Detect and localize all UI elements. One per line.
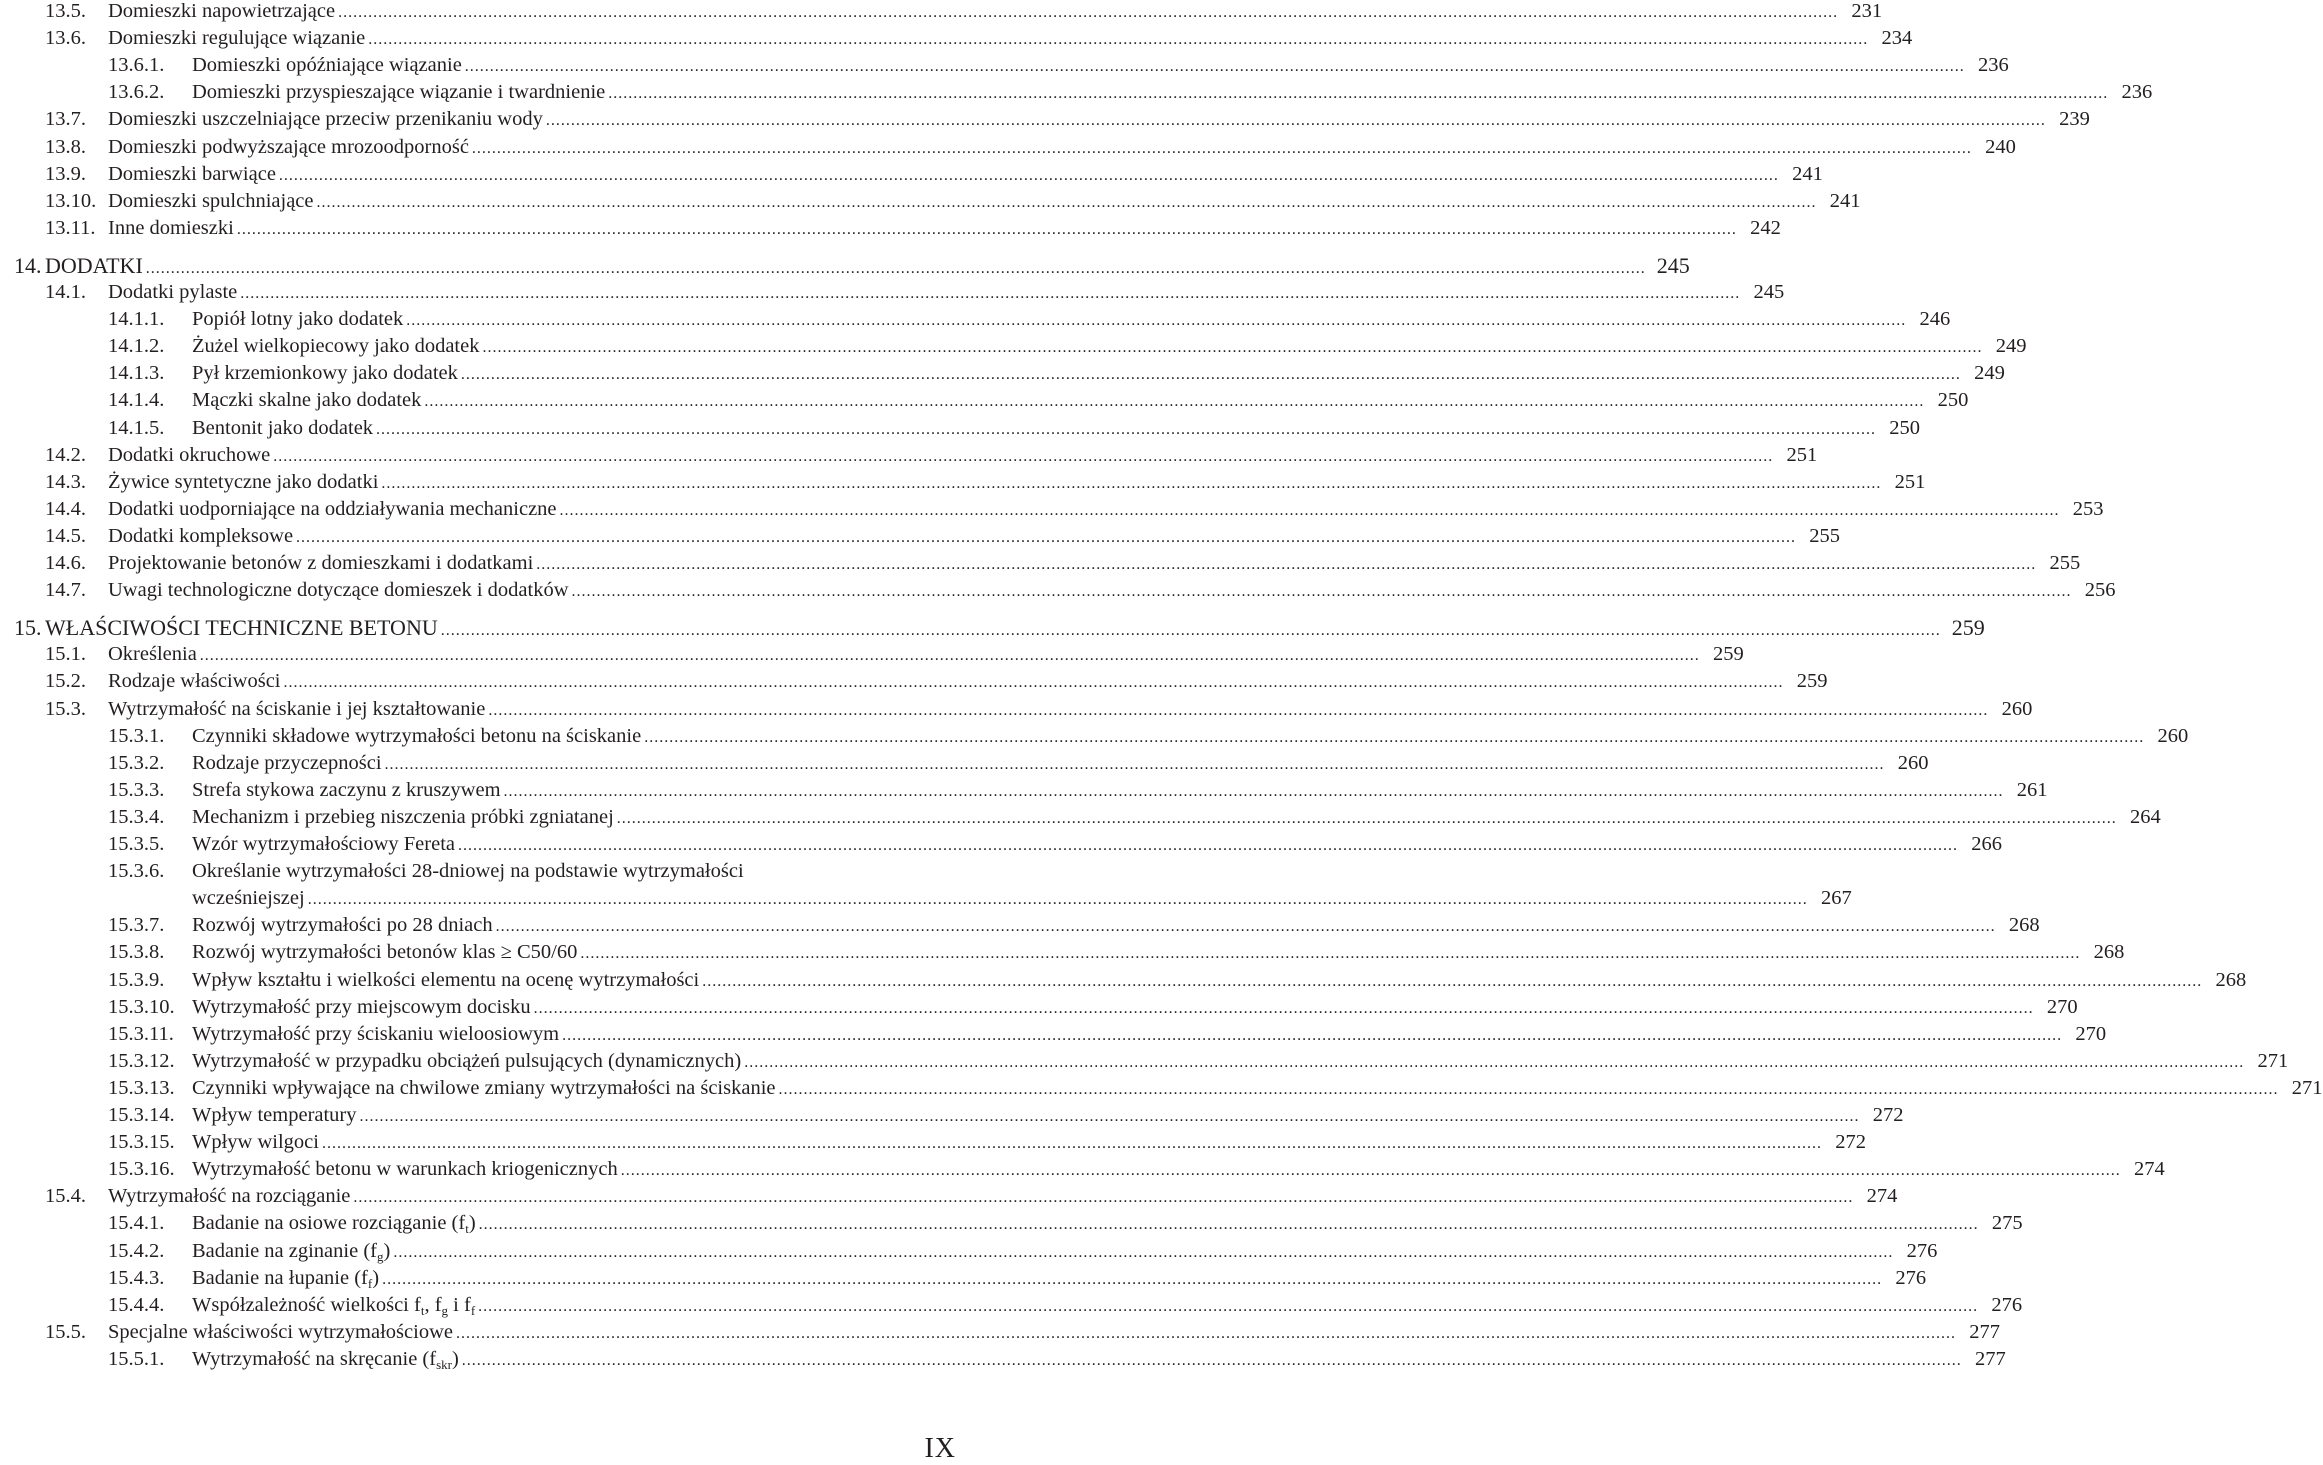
toc-entry-page: 236 (2121, 81, 2153, 104)
toc-entry-title: Wytrzymałość na skręcanie $(f_{skr})$ (192, 1347, 459, 1372)
toc-entry-number: 15.3.13. (108, 1076, 175, 1099)
toc-entry-number: 14.1.4. (108, 389, 165, 412)
dot-leader: ............................................................................................................................................................................................................................................................................................................ (240, 285, 1741, 302)
toc-entry-number: 15.4.4. (108, 1293, 165, 1316)
toc-entry-page: 276 (1906, 1239, 1938, 1262)
dot-leader: ............................................................................................................................................................................................................................................................................................................ (338, 4, 1839, 21)
toc-entry-page: 231 (1851, 0, 1883, 22)
toc-entry-title: Badanie na osiowe rozciąganie $(f_t)$ (192, 1212, 476, 1237)
toc-entry-page: 246 (1919, 308, 1951, 331)
toc-entry-page: 274 (1866, 1185, 1898, 1208)
toc-entry-number: 15.3.1. (108, 724, 165, 747)
toc-entry-number: 15.4.1. (108, 1212, 165, 1235)
toc-entry-title: Mechanizm i przebieg niszczenia próbki zgniatanej (192, 805, 614, 828)
toc-entry (0, 1075, 2323, 1102)
toc-entry-title: Żywice syntetyczne jako dodatki (108, 470, 379, 493)
toc-entry-title: Bentonit jako dodatek (192, 416, 374, 439)
toc-entry-title: Dodatki pylaste (108, 281, 238, 303)
dot-leader: ............................................................................................................................................................................................................................................................................................................ (495, 918, 1996, 936)
toc-entry (0, 912, 2040, 939)
toc-entry-page: 275 (1991, 1212, 2023, 1235)
toc-entry (0, 333, 2027, 360)
toc-entry-title: Pył krzemionkowy jako dodatek (192, 362, 458, 385)
dot-leader: ............................................................................................................................................................................................................................................................................................................ (368, 31, 1869, 49)
toc-entry-page: 245 (1753, 281, 1785, 303)
toc-entry-number: 15.1. (45, 643, 86, 666)
toc-entry-page: 245 (1656, 252, 1690, 278)
dot-leader: ............................................................................................................................................................................................................................................................................................................ (461, 1351, 1962, 1369)
toc-entry (0, 1210, 2023, 1237)
dot-leader: ............................................................................................................................................................................................................................................................................................................ (393, 1243, 1894, 1261)
toc-entry (0, 279, 1785, 306)
toc-entry-title: Specjalne właściwości wytrzymałościowe (108, 1320, 453, 1343)
toc-entry (0, 1238, 1938, 1265)
dot-leader: ............................................................................................................................................................................................................................................................................................................ (503, 782, 2004, 800)
toc-entry (0, 106, 2090, 133)
toc-entry-title: Domieszki barwiące (108, 162, 276, 185)
toc-entry-number: 13.6.1. (108, 54, 165, 77)
toc-entry (0, 0, 1883, 25)
toc-entry-title: Wpływ temperatury (192, 1104, 357, 1126)
toc-entry-title: Żużel wielkopiecowy jako dodatek (192, 335, 480, 358)
dot-leader: ............................................................................................................................................................................................................................................................................................................ (559, 501, 2060, 519)
toc-entry (0, 134, 2016, 161)
toc-entry-number: 15.3.11. (108, 1022, 174, 1045)
toc-entry-page: 250 (1889, 416, 1921, 439)
page-number: IX (924, 1433, 956, 1464)
dot-leader: ............................................................................................................................................................................................................................................................................................................ (620, 1162, 2121, 1180)
toc-entry (0, 1319, 2000, 1346)
toc-entry-page: 241 (1829, 189, 1861, 212)
toc-entry-number: 15.3.12. (108, 1049, 175, 1072)
toc-entry-page: 251 (1894, 470, 1926, 493)
dot-leader: ............................................................................................................................................................................................................................................................................................................ (283, 674, 1784, 692)
toc-entry-page: 234 (1881, 27, 1913, 50)
dot-leader: ............................................................................................................................................................................................................................................................................................................ (545, 112, 2046, 130)
toc-entry (0, 804, 2161, 831)
toc-entry-title: Strefa stykowa zaczynu z kruszywem (192, 778, 501, 801)
toc-entry (0, 777, 2048, 804)
toc-entry-page: 272 (1872, 1104, 1904, 1126)
toc-entry-page: 236 (1978, 54, 2009, 77)
toc-entry-number: 15.3.3. (108, 778, 165, 801)
toc-entry-page: 241 (1792, 162, 1823, 185)
toc-entry-title: Wzór wytrzymałościowy Fereta (192, 833, 455, 855)
toc-entry-page: 261 (2016, 778, 2048, 801)
toc-entry-title: Inne domieszki (108, 216, 234, 239)
toc-entry (0, 1292, 2023, 1319)
toc-entry-page: 255 (2049, 552, 2081, 574)
toc-entry (0, 550, 2081, 577)
dot-leader: ............................................................................................................................................................................................................................................................................................................ (580, 945, 2081, 963)
toc-entry-number: 14.3. (45, 470, 86, 493)
toc-entry-page: 268 (2093, 941, 2125, 964)
toc-entry-page: 249 (1995, 335, 2027, 358)
toc-entry-title: WŁAŚCIWOŚCI TECHNICZNE BETONU (45, 615, 438, 641)
toc-entry-title: Współzależność wielkości $f_t$, $f_g$ i $f_f$ (192, 1293, 476, 1318)
toc-entry (0, 723, 2189, 750)
toc-entry-number: 14.1. (45, 281, 86, 303)
toc-entry-title: Wytrzymałość przy miejscowym docisku (192, 995, 531, 1018)
dot-leader: ............................................................................................................................................................................................................................................................................................................ (458, 837, 1958, 854)
toc-entry-number: 14.1.2. (108, 335, 165, 358)
dot-leader: ............................................................................................................................................................................................................................................................................................................ (533, 999, 2034, 1017)
toc-entry-title: Domieszki regulujące wiązanie (108, 27, 366, 50)
toc-entry (0, 885, 1852, 912)
toc-entry-page: 260 (2157, 724, 2189, 747)
toc-entry-page: 268 (2215, 968, 2247, 991)
toc-entry-number: 15.3.4. (108, 805, 165, 828)
toc-entry (0, 252, 1690, 279)
toc-entry (0, 360, 2005, 387)
toc-entry (0, 1102, 1904, 1129)
toc-entry-number: 15.3. (45, 697, 86, 720)
toc-entry-number: 15.3.15. (108, 1131, 175, 1154)
toc-entry-page: 259 (1951, 615, 1985, 641)
toc-entry-number: 13.8. (45, 135, 86, 158)
toc-entry (0, 1129, 1866, 1156)
dot-leader: ............................................................................................................................................................................................................................................................................................................ (236, 220, 1737, 238)
dot-leader: ............................................................................................................................................................................................................................................................................................................ (702, 972, 2203, 990)
toc-entry-title: Rozwój wytrzymałości po 28 dniach (192, 914, 493, 937)
toc-entry-title: Wytrzymałość na rozciąganie (108, 1185, 351, 1208)
dot-leader: ............................................................................................................................................................................................................................................................................................................ (778, 1080, 2279, 1098)
dot-leader: ............................................................................................................................................................................................................................................................................................................ (273, 447, 1774, 465)
toc-entry-number: 15.4.2. (108, 1239, 165, 1262)
dot-leader: ............................................................................................................................................................................................................................................................................................................ (460, 366, 1961, 384)
toc-entry-number: 15.4. (45, 1185, 86, 1208)
toc-entry-title: Wytrzymałość na ściskanie i jej kształtowanie (108, 697, 486, 720)
toc-entry-page: 277 (1969, 1320, 2000, 1343)
toc-entry-number: 13.9. (45, 162, 86, 185)
toc-entry-page: 253 (2072, 497, 2104, 520)
dot-leader: ............................................................................................................................................................................................................................................................................................................ (296, 528, 1797, 546)
toc-entry-title: Dodatki okruchowe (108, 443, 271, 466)
toc-entry-page: 270 (2075, 1022, 2107, 1045)
toc-entry-title: Popiół lotny jako dodatek (192, 308, 404, 331)
dot-leader: ............................................................................................................................................................................................................................................................................................................ (381, 474, 1882, 492)
toc-entry-number: 15.3.2. (108, 751, 165, 774)
toc-entry-page: 260 (1897, 751, 1929, 774)
toc-entry-title: Badanie na zginanie $(f_g)$ (192, 1239, 391, 1264)
dot-leader: ............................................................................................................................................................................................................................................................................................................ (455, 1324, 1956, 1342)
toc-entry-number: 15.3.8. (108, 941, 165, 964)
toc-entry-number: 15.5.1. (108, 1347, 165, 1370)
toc-entry-number: 14. (14, 252, 42, 278)
toc-entry (0, 1346, 2006, 1373)
toc-entry-number: 13.6. (45, 27, 86, 50)
toc-entry-number: 14.6. (45, 552, 86, 574)
toc-entry-page: 271 (2257, 1049, 2289, 1072)
toc-entry-title: Projektowanie betonów z domieszkami i dodatkami (108, 552, 534, 574)
dot-leader: ............................................................................................................................................................................................................................................................................................................ (644, 728, 2145, 746)
toc-entry (0, 306, 1951, 333)
toc-entry-page: 249 (1974, 362, 2005, 385)
toc-entry-title: Domieszki spulchniające (108, 189, 314, 212)
toc-entry-title: Domieszki napowietrzające (108, 0, 336, 22)
toc-entry-number: 15.3.16. (108, 1158, 175, 1181)
toc-entry-number: 13.10. (45, 189, 97, 212)
toc-entry-title: Domieszki podwyższające mrozoodporność (108, 135, 469, 158)
toc-entry (0, 52, 2009, 79)
toc-entry (0, 1156, 2165, 1183)
toc-entry-number: 15.3.6. (108, 860, 165, 883)
toc-entry-page: 267 (1820, 887, 1852, 910)
toc-entry (0, 939, 2125, 966)
toc-entry (0, 496, 2104, 523)
toc-entry-page: 271 (2291, 1076, 2323, 1099)
toc-entry-title: Wytrzymałość w przypadku obciążeń pulsujących (dynamicznych) (192, 1049, 742, 1072)
toc-entry (0, 79, 2153, 106)
toc-entry (0, 1183, 1898, 1210)
toc-entry-page: 259 (1796, 670, 1828, 693)
dot-leader: ............................................................................................................................................................................................................................................................................................................ (353, 1189, 1854, 1207)
toc-entry-page: 242 (1750, 216, 1781, 239)
toc-entry (0, 614, 1985, 641)
toc-entry-title: wcześniejszej (192, 887, 305, 910)
toc-entry-number: 15.3.9. (108, 968, 165, 991)
toc-entry (0, 215, 1781, 242)
toc-entry-number: 15.3.10. (108, 995, 175, 1018)
toc-entry-title: Czynniki składowe wytrzymałości betonu na ściskanie (192, 724, 642, 747)
toc-entry-page: 277 (1975, 1347, 2006, 1370)
toc-entry (0, 188, 1861, 215)
toc-entry-page: 250 (1937, 389, 1969, 412)
dot-leader: ............................................................................................................................................................................................................................................................................................................ (384, 755, 1885, 773)
toc-entry-title: Wytrzymałość betonu w warunkach kriogenicznych (192, 1158, 618, 1181)
toc-entry (0, 668, 1828, 695)
toc-entry (0, 1021, 2107, 1048)
toc-entry-number: 13.5. (45, 0, 86, 22)
toc-entry-title: Rodzaje właściwości (108, 670, 281, 693)
dot-leader: ............................................................................................................................................................................................................................................................................................................ (382, 1270, 1883, 1288)
toc-entry-number: 14.1.3. (108, 362, 165, 385)
toc-entry (0, 641, 1744, 668)
toc-entry-page: 239 (2059, 108, 2090, 131)
toc-entry-number: 14.7. (45, 579, 86, 602)
dot-leader: ............................................................................................................................................................................................................................................................................................................ (316, 193, 1817, 211)
toc-entry (0, 25, 1913, 52)
toc-entry (0, 1048, 2289, 1075)
dot-leader: ............................................................................................................................................................................................................................................................................................................ (359, 1108, 1860, 1125)
toc-entry-number: 14.4. (45, 497, 86, 520)
dot-leader: ............................................................................................................................................................................................................................................................................................................ (478, 1297, 1979, 1315)
toc-entry-page: 274 (2133, 1158, 2165, 1181)
dot-leader: ............................................................................................................................................................................................................................................................................................................ (199, 647, 1700, 665)
dot-leader: ............................................................................................................................................................................................................................................................................................................ (440, 622, 1941, 640)
dot-leader: ............................................................................................................................................................................................................................................................................................................ (478, 1216, 1979, 1234)
toc-entry-number: 15.3.7. (108, 914, 165, 937)
dot-leader: ............................................................................................................................................................................................................................................................................................................ (145, 259, 1646, 277)
toc-entry (0, 696, 2033, 723)
dot-leader: ............................................................................................................................................................................................................................................................................................................ (744, 1053, 2245, 1071)
toc-entry-title: Czynniki wpływające na chwilowe zmiany wytrzymałości na ściskanie (192, 1076, 776, 1099)
toc-entry (0, 469, 1926, 496)
toc-entry-title: Wpływ kształtu i wielkości elementu na ocenę wytrzymałości (192, 968, 700, 991)
toc-entry-title: Domieszki uszczelniające przeciw przenikaniu wody (108, 108, 543, 131)
toc-entry-number: 14.1.1. (108, 308, 165, 331)
toc-entry-number: 15.5. (45, 1320, 86, 1343)
toc-entry-title: Wpływ wilgoci (192, 1131, 319, 1154)
toc-entry-title: Domieszki opóźniające wiązanie (192, 54, 462, 77)
toc-entry-number: 13.7. (45, 108, 86, 131)
toc-entry-title: Dodatki uodporniające na oddziaływania mechaniczne (108, 497, 557, 520)
toc-entry (0, 161, 1823, 188)
toc-entry (0, 577, 2116, 604)
dot-leader: ............................................................................................................................................................................................................................................................................................................ (488, 701, 1989, 719)
toc-entry (0, 994, 2078, 1021)
toc-entry (0, 1265, 1927, 1292)
dot-leader: ............................................................................................................................................................................................................................................................................................................ (424, 393, 1925, 411)
dot-leader: ............................................................................................................................................................................................................................................................................................................ (536, 556, 2037, 573)
toc-entry-page: 276 (1991, 1293, 2023, 1316)
dot-leader: ............................................................................................................................................................................................................................................................................................................ (406, 312, 1907, 330)
toc-entry-page: 259 (1713, 643, 1744, 666)
toc-entry-page: 255 (1809, 524, 1841, 547)
toc-entry-number: 14.5. (45, 524, 86, 547)
toc-entry-number: 14.2. (45, 443, 86, 466)
toc-entry-page: 270 (2046, 995, 2078, 1018)
dot-leader: ............................................................................................................................................................................................................................................................................................................ (464, 58, 1965, 76)
toc-entry-number: 13.6.2. (108, 81, 165, 104)
dot-leader: ............................................................................................................................................................................................................................................................................................................ (608, 85, 2109, 103)
toc-entry-title: Domieszki przyspieszające wiązanie i twardnienie (192, 81, 606, 104)
dot-leader: ............................................................................................................................................................................................................................................................................................................ (571, 583, 2072, 601)
toc-entry-page: 272 (1835, 1131, 1866, 1154)
toc-entry-title: Mączki skalne jako dodatek (192, 389, 422, 412)
toc-entry-number: 15.3.5. (108, 833, 165, 855)
toc-entry-page: 266 (1971, 833, 2002, 855)
toc-entry-title: Rozwój wytrzymałości betonów klas ≥ C50/60 (192, 941, 578, 964)
toc-entry-number: 15. (14, 615, 42, 641)
toc-entry-title: Wytrzymałość przy ściskaniu wieloosiowym (192, 1022, 560, 1045)
toc-entry (0, 858, 960, 885)
toc-entry-page: 251 (1786, 443, 1818, 466)
dot-leader: ............................................................................................................................................................................................................................................................................................................ (482, 339, 1983, 357)
toc-entry-title: Rodzaje przyczepności (192, 751, 382, 774)
dot-leader: ............................................................................................................................................................................................................................................................................................................ (471, 139, 1972, 157)
dot-leader: ............................................................................................................................................................................................................................................................................................................ (307, 891, 1808, 909)
toc-entry-page: 264 (2130, 805, 2161, 828)
toc-entry-title: Określanie wytrzymałości 28-dniowej na podstawie wytrzymałości (192, 860, 744, 883)
toc-entry (0, 750, 1929, 777)
toc-entry-number: 14.1.5. (108, 416, 165, 439)
toc-entry-title: Badanie na łupanie $(f_f)$ (192, 1266, 380, 1291)
toc-entry-number: 13.11. (45, 216, 96, 239)
toc-entry (0, 967, 2247, 994)
toc-entry-title: Uwagi technologiczne dotyczące domieszek i dodatków (108, 579, 569, 602)
toc-entry (0, 831, 2002, 858)
toc-entry-title: DODATKI (45, 252, 143, 278)
toc-entry-page: 260 (2001, 697, 2033, 720)
toc-entry-number: 15.3.14. (108, 1104, 175, 1126)
dot-leader: ............................................................................................................................................................................................................................................................................................................ (321, 1135, 1822, 1153)
toc-entry-title: Dodatki kompleksowe (108, 524, 294, 547)
toc-entry (0, 415, 1921, 442)
dot-leader: ............................................................................................................................................................................................................................................................................................................ (616, 809, 2117, 827)
toc-entry (0, 442, 1818, 469)
toc-entry-title: Określenia (108, 643, 197, 666)
toc-entry-page: 240 (1985, 135, 2016, 158)
toc-entry-number: 15.4.3. (108, 1266, 165, 1289)
dot-leader: ............................................................................................................................................................................................................................................................................................................ (376, 420, 1877, 438)
dot-leader: ............................................................................................................................................................................................................................................................................................................ (562, 1026, 2063, 1044)
toc-entry-page: 268 (2008, 914, 2040, 937)
toc-entry-number: 15.2. (45, 670, 86, 693)
toc-entry-page: 276 (1895, 1266, 1927, 1289)
toc-entry-page: 256 (2084, 579, 2116, 602)
toc-entry (0, 387, 1969, 414)
dot-leader: ............................................................................................................................................................................................................................................................................................................ (278, 166, 1779, 184)
toc-entry (0, 523, 1841, 550)
